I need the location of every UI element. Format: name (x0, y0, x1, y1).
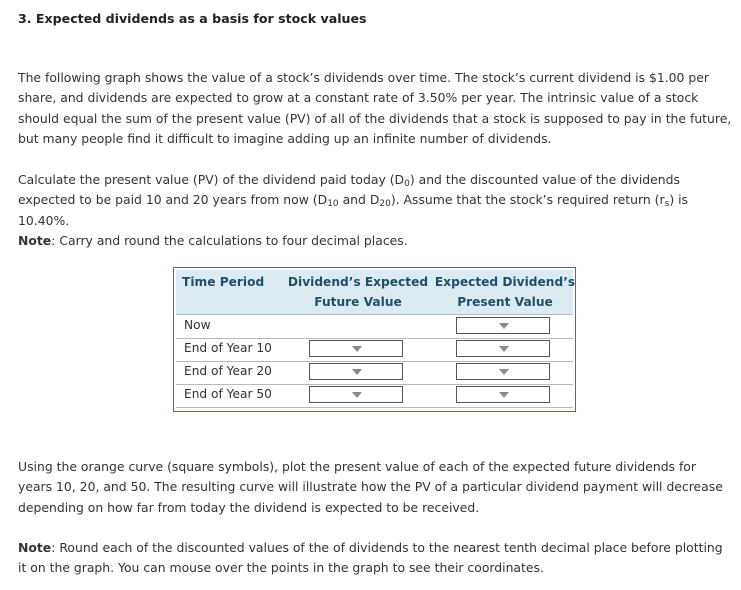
question-text-3: and D (338, 192, 380, 208)
header-divider (176, 314, 573, 315)
row-divider (176, 407, 573, 408)
subscript-0: 0 (404, 179, 410, 189)
chevron-down-icon (499, 323, 509, 329)
table-header (176, 270, 576, 314)
page-title: 3. Expected dividends as a basis for stock values (18, 11, 367, 26)
fv-year-10-dropdown[interactable] (309, 340, 403, 357)
fv-year-50-dropdown[interactable] (309, 386, 403, 403)
header-fv-line1: Dividend’s Expected (287, 275, 429, 289)
note-plotting (18, 538, 733, 579)
subscript-20: 20 (379, 199, 391, 210)
row-label-year-20: End of Year 20 (184, 364, 272, 378)
chevron-down-icon (352, 392, 362, 398)
header-future-value (286, 272, 430, 312)
fv-year-20-dropdown[interactable] (309, 363, 403, 380)
intro-paragraph: The following graph shows the value of a stock’s dividends over time. The stock’s current dividend is $1.00 per share, and dividends are expected to grow at a constant rate of 3.50% per year. The intrinsic value of a stock should equal the sum of the present value (PV) of all of the dividends that a stock is supposed to pay in the future, but many people find it difficult to imagine adding up an infinite number of dividends. (18, 70, 732, 146)
row-divider (176, 361, 573, 362)
header-present-value (434, 272, 576, 312)
row-divider (176, 338, 573, 339)
question-text-4: ). Assume that the stock’s required return (r (390, 192, 665, 208)
note-text: : Carry and round the calculations to four decimal places. (51, 233, 408, 248)
note-label: Note (18, 540, 52, 555)
subscript-s: s (664, 199, 670, 210)
row-label-year-10: End of Year 10 (184, 341, 272, 355)
question-text-1: Calculate the present value (PV) of the dividend paid today (D (18, 172, 405, 187)
header-fv-line2: Future Value (314, 295, 402, 309)
pv-now-dropdown[interactable] (456, 317, 550, 334)
question-text-5: ) is 10.40%. (18, 192, 688, 228)
row-label-year-50: End of Year 50 (184, 387, 272, 401)
chevron-down-icon (499, 346, 509, 352)
row-label-now: Now (184, 318, 211, 332)
dividend-table (173, 267, 576, 412)
subscript-10: 10 (327, 199, 339, 210)
note-label: Note (18, 233, 52, 248)
pv-year-50-dropdown[interactable] (456, 386, 550, 403)
pv-year-20-dropdown[interactable] (456, 363, 550, 380)
note-text: : Round each of the discounted values of the of dividends to the nearest tenth decimal place before plotting it on the graph. You can mouse over the points in the graph to see their coordinates. (18, 540, 723, 576)
header-time-period: Time Period (182, 275, 265, 289)
chevron-down-icon (499, 369, 509, 375)
chevron-down-icon (499, 392, 509, 398)
chevron-down-icon (352, 369, 362, 375)
row-divider (176, 384, 573, 385)
header-pv-line1: Expected Dividend’s (434, 275, 576, 289)
instructions-paragraph: Using the orange curve (square symbols), plot the present value of each of the expected future dividends for years 10, 20, and 50. The resulting curve will illustrate how the PV of a particular dividend payment will decrease depending on how far from today the dividend is expected to be received. (18, 459, 723, 515)
header-pv-line2: Present Value (457, 295, 553, 309)
question-text-2: ) and the discounted value of the dividends expected to be paid 10 and 20 years from now (D (18, 172, 680, 208)
note-rounding (18, 231, 733, 251)
chevron-down-icon (352, 346, 362, 352)
question-paragraph (18, 170, 733, 231)
pv-year-10-dropdown[interactable] (456, 340, 550, 357)
